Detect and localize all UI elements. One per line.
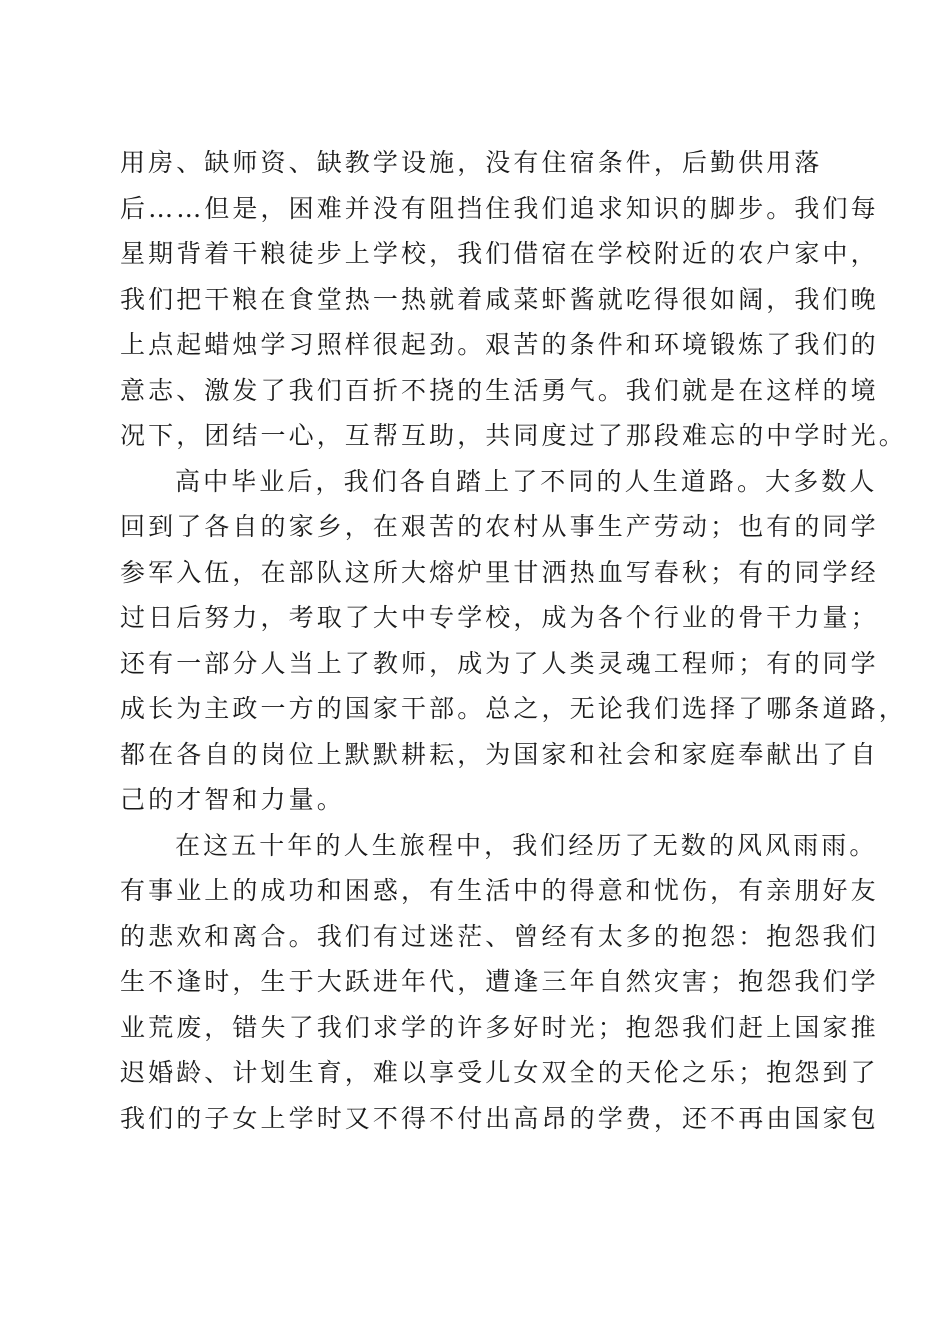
text-line: 迟婚龄、计划生育，难以享受儿女双全的天伦之乐；抱怨到了 [120,1058,879,1087]
text-line: 我们的子女上学时又不得不付出高昂的学费，还不再由国家包 [120,1103,879,1133]
text-line: 业荒废，错失了我们求学的许多好时光；抱怨我们赶上国家推 [120,1012,879,1042]
text-line: 还有一部分人当上了教师，成为了人类灵魂工程师；有的同学 [120,648,879,678]
paragraph-start-line: 高中毕业后，我们各自踏上了不同的人生道路。大多数人 [175,466,878,496]
text-line: 上点起蜡烛学习照样很起劲。艰苦的条件和环境锻炼了我们的 [120,330,879,359]
text-line: 过日后努力，考取了大中专学校，成为各个行业的骨干力量； [120,603,879,632]
paragraph-start-line: 在这五十年的人生旅程中，我们经历了无数的风风雨雨。 [175,830,878,860]
text-line: 生不逢时，生于大跃进年代，遭逢三年自然灾害；抱怨我们学 [120,967,879,996]
text-line: 参军入伍，在部队这所大熔炉里甘洒热血写春秋；有的同学经 [120,557,879,587]
text-line: 后……但是，困难并没有阻挡住我们追求知识的脚步。我们每 [120,193,879,223]
text-line: 己的才智和力量。 [120,785,345,814]
text-line: 有事业上的成功和困惑，有生活中的得意和忧伤，有亲朋好友 [120,876,879,905]
body-text [120,140,907,1141]
text-line: 我们把干粮在食堂热一热就着咸菜虾酱就吃得很如阔，我们晚 [120,284,879,314]
text-line: 都在各自的岗位上默默耕耘，为国家和社会和家庭奉献出了自 [120,739,879,769]
text-line: 况下，团结一心，互帮互助，共同度过了那段难忘的中学时光。 [120,421,907,450]
text-line: 用房、缺师资、缺教学设施，没有住宿条件，后勤供用落 [120,148,823,177]
text-line: 意志、激发了我们百折不挠的生活勇气。我们就是在这样的境 [120,375,879,405]
text-line: 回到了各自的家乡，在艰苦的农村从事生产劳动；也有的同学 [120,512,879,541]
text-line: 成长为主政一方的国家干部。总之，无论我们选择了哪条道路， [120,694,907,723]
text-line: 星期背着干粮徒步上学校，我们借宿在学校附近的农户家中， [120,239,879,268]
text-line: 的悲欢和离合。我们有过迷茫、曾经有太多的抱怨：抱怨我们 [120,921,879,951]
